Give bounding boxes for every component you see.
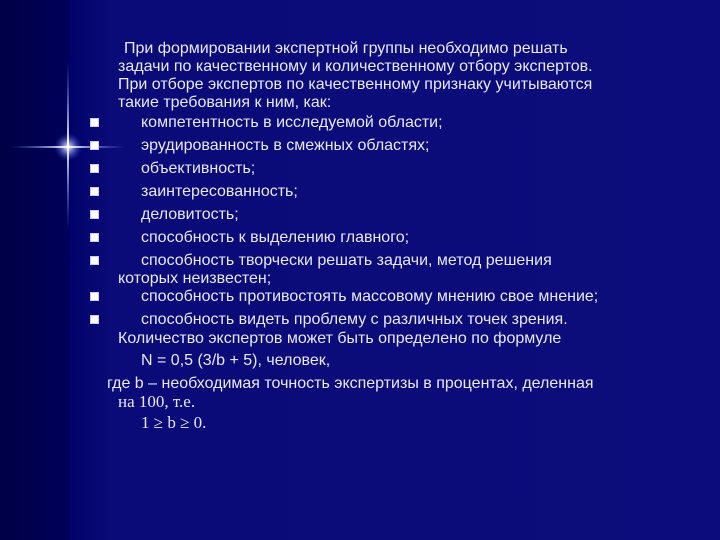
explanation-line-1: где b – необходимая точность экспертизы в процентах, деленная xyxy=(107,375,594,392)
bullet-marker xyxy=(90,141,99,150)
intro-line-1: При формировании экспертной группы необходимо решать xyxy=(124,40,568,57)
bullet-marker xyxy=(90,292,99,301)
bullet-marker xyxy=(90,233,99,242)
bullet-marker xyxy=(90,210,99,219)
bullet-continuation: которых неизвестен; xyxy=(118,270,272,287)
bullet-item: заинтересованность; xyxy=(141,183,298,200)
explanation-line-2: на 100, т.е. xyxy=(118,392,196,411)
intro-line-4: такие требования к ним, как: xyxy=(118,94,332,111)
intro-line-2: задачи по качественному и количественному отбору экспертов. xyxy=(118,58,593,75)
bullet-marker xyxy=(90,164,99,173)
intro-line-3: При отборе экспертов по качественному признаку учитываются xyxy=(118,76,593,93)
bullet-marker xyxy=(90,187,99,196)
inequality: 1 ≥ b ≥ 0. xyxy=(141,413,207,432)
bullet-item: способность творчески решать задачи, метод решения xyxy=(141,252,552,269)
bullet-item: способность видеть проблему с различных точек зрения. xyxy=(141,311,568,328)
formula: N = 0,5 (3/b + 5), человек, xyxy=(141,352,331,369)
bullet-marker xyxy=(90,315,99,324)
bullet-item: способность противостоять массовому мнению свое мнение; xyxy=(141,288,599,305)
bullet-item: эрудированность в смежных областях; xyxy=(141,137,430,154)
quantity-line: Количество экспертов может быть определено по формуле xyxy=(118,330,562,347)
bullet-item: компетентность в исследуемой области; xyxy=(141,114,443,131)
bullet-item: способность к выделению главного; xyxy=(141,229,410,246)
bullet-item: деловитость; xyxy=(141,206,239,223)
bullet-item: объективность; xyxy=(141,160,256,177)
bullet-marker xyxy=(90,118,99,127)
bullet-marker xyxy=(90,256,99,265)
